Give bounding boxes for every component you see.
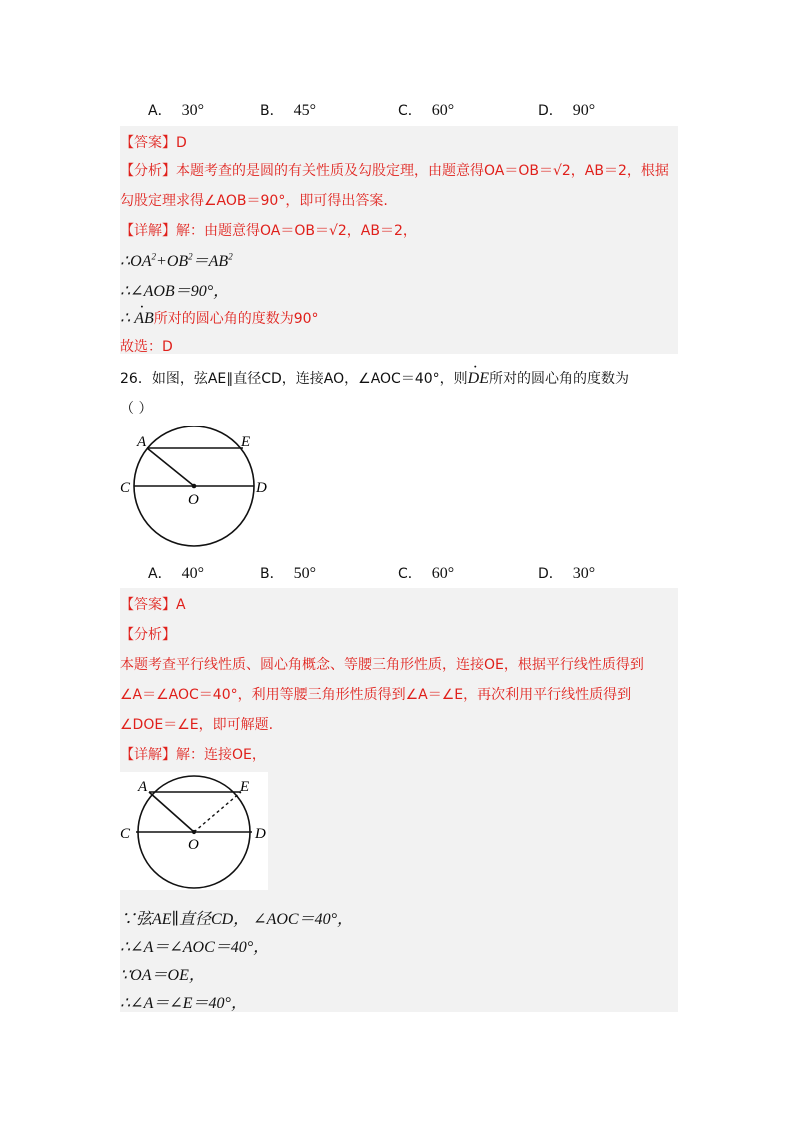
q26-option-b: B． 50° bbox=[260, 565, 317, 582]
q26-detail-figure bbox=[110, 772, 280, 900]
q26-detail-step3: ∵OA＝OE， bbox=[120, 967, 205, 984]
q25-detail-line1: 【详解】解：由题意得OA＝OB＝√2，AB＝2， bbox=[120, 223, 417, 239]
q25-detail-line3: ∴∠AOB＝90°， bbox=[120, 283, 230, 300]
q25-option-d: D． 90° bbox=[538, 102, 596, 119]
q26-option-a: A． 40° bbox=[148, 565, 204, 582]
q26-detail-step4: ∴∠A＝∠E＝40°， bbox=[120, 995, 247, 1012]
q25-select: 故选：D bbox=[120, 339, 173, 355]
arc-de: · DE bbox=[468, 370, 489, 388]
segment-ao bbox=[147, 448, 194, 486]
q26-analysis-line1: 本题考查平行线性质、圆心角概念、等腰三角形性质，连接OE，根据平行线性质得到 bbox=[120, 657, 644, 673]
q26-detail-step2: ∴∠A＝∠AOC＝40°， bbox=[120, 939, 270, 956]
label-c: C bbox=[120, 480, 131, 496]
q26-detail-step1: ∵弦AE∥直径CD， ∠AOC＝40°， bbox=[120, 911, 353, 928]
label-d: D bbox=[256, 480, 267, 496]
q26-detail-intro: 【详解】解：连接OE， bbox=[120, 747, 266, 763]
label-o: O bbox=[188, 492, 199, 508]
label-e: E bbox=[241, 434, 251, 450]
center-point bbox=[192, 830, 196, 834]
q25-detail-line4: ∴ · AB所对的圆心角的度数为90° bbox=[120, 308, 319, 328]
segment-ao bbox=[149, 792, 194, 832]
label-d: D bbox=[255, 826, 266, 842]
q25-option-b: B． 45° bbox=[260, 102, 317, 119]
center-point bbox=[192, 484, 197, 489]
q26-analysis-tag: 【分析】 bbox=[120, 627, 176, 643]
label-e: E bbox=[240, 779, 250, 795]
label-o: O bbox=[188, 837, 199, 853]
q25-option-c: C． 60° bbox=[398, 102, 455, 119]
q26-figure bbox=[110, 426, 280, 556]
q26-answer: 【答案】A bbox=[120, 597, 186, 613]
q25-answer: 【答案】D bbox=[120, 135, 187, 151]
q25-analysis-line2: 勾股定理求得∠AOB＝90°，即可得出答案. bbox=[120, 193, 388, 209]
q25-option-a: A． 30° bbox=[148, 102, 204, 119]
q25-detail-line2: $\therefore OA^2+OB^2=AB^2$ bbox=[120, 251, 233, 270]
arc-ab: · AB bbox=[134, 310, 154, 328]
q26-option-d: D． 30° bbox=[538, 565, 596, 582]
label-a: A bbox=[138, 779, 148, 795]
label-c: C bbox=[120, 826, 131, 842]
segment-oe-dashed bbox=[194, 792, 241, 832]
q26-option-c: C． 60° bbox=[398, 565, 455, 582]
q26-paren: （ ） bbox=[120, 401, 153, 417]
q26-stem: 26．如图，弦AE∥直径CD，连接AO，∠AOC＝40°，则· DE所对的圆心角的度数为 bbox=[120, 368, 629, 388]
q26-analysis-line2: ∠A＝∠AOC＝40°，利用等腰三角形性质得到∠A＝∠E，再次利用平行线性质得到 bbox=[120, 687, 632, 703]
q25-analysis-line1: 【分析】本题考查的是圆的有关性质及勾股定理，由题意得OA＝OB＝√2，AB＝2，根据 bbox=[120, 163, 669, 179]
q26-analysis-line3: ∠DOE＝∠E，即可解题. bbox=[120, 717, 274, 733]
label-a: A bbox=[137, 434, 147, 450]
